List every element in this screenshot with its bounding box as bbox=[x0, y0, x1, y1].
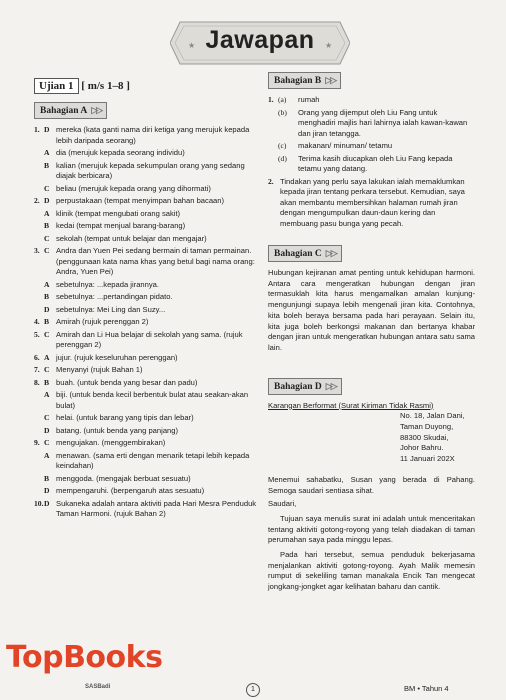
answer-item bbox=[34, 317, 259, 328]
letter-salutation: Saudari, bbox=[268, 499, 297, 509]
letter-date: 11 Januari 202X bbox=[400, 454, 455, 464]
answer-text: buah. (untuk benda yang besar dan padu) bbox=[56, 377, 198, 387]
question-number: 1. bbox=[34, 125, 40, 134]
answer-text: perpustakaan (tempat menyimpan bahan bacaan) bbox=[56, 196, 225, 205]
question-number: 7. bbox=[34, 365, 40, 374]
option-letter: D bbox=[44, 196, 50, 205]
ujian-heading bbox=[34, 78, 259, 94]
answer-item bbox=[34, 378, 259, 389]
option-letter: A bbox=[44, 279, 50, 289]
letter-opening: Menemui sahabatku, Susan yang berada di Pahang. Semoga saudari sentiasa sihat. bbox=[268, 474, 475, 495]
answer-text: biji. (untuk benda kecil berbentuk bulat atau seakan-akan bulat) bbox=[56, 390, 249, 410]
option-letter: B bbox=[44, 160, 50, 170]
option-letter: D bbox=[44, 425, 50, 435]
answer-item bbox=[34, 413, 259, 424]
answer-item bbox=[34, 234, 259, 245]
option-letter: B bbox=[44, 292, 50, 301]
answer-item bbox=[34, 451, 259, 472]
option-letter: D bbox=[44, 498, 50, 508]
answer-text: Menyanyi (rujuk Bahan 1) bbox=[56, 365, 143, 374]
answer-text: kedai (tempat menjual barang-barang) bbox=[56, 221, 186, 230]
answer-text: sebetulnya: ...kepada jirannya. bbox=[56, 279, 160, 289]
page-number: 1 bbox=[246, 683, 260, 697]
answer-item bbox=[268, 141, 475, 152]
section-a-label: Bahagian A ▷▷ bbox=[34, 102, 107, 119]
answer-text: Andra dan Yuen Pei sedang bermain di taman permainan. (penggunaan kata nama khas yang betul bagi nama orang: Andra, Yuen Pei) bbox=[56, 246, 255, 276]
option-letter: D bbox=[44, 304, 50, 314]
question-number: 8. bbox=[34, 377, 40, 387]
answer-item bbox=[34, 330, 259, 351]
answer-item bbox=[268, 177, 475, 230]
answer-item bbox=[34, 246, 259, 278]
answer-item bbox=[34, 280, 259, 291]
answer-item bbox=[34, 209, 259, 220]
answer-text: Tindakan yang perlu saya lakukan ialah memaklumkan kepada jiran tentang perkara tersebut. Kemudian, saya akan membantu membersihkan halaman rumah jiran dengan mengumpulkan daun-daun kering dan membuang pasu bunga yang pecah. bbox=[280, 176, 465, 228]
arrow-icon: ▷▷ bbox=[325, 75, 336, 85]
answer-text: mereka (kata ganti nama diri ketiga yang merujuk kepada lebih daripada seorang) bbox=[56, 125, 250, 145]
answer-text: Sukaneka adalah antara aktiviti pada Hari Mesra Penduduk Taman Harmoni. (rujuk Bahan 2) bbox=[56, 498, 257, 518]
answer-text: helai. (untuk barang yang tipis dan lebar) bbox=[56, 413, 194, 422]
sub-label: (a) bbox=[278, 95, 287, 104]
answer-text: klinik (tempat mengubati orang sakit) bbox=[56, 208, 181, 218]
answer-text: batang. (untuk benda yang panjang) bbox=[56, 425, 179, 435]
answer-item bbox=[34, 161, 259, 182]
letter-paragraph: Tujuan saya menulis surat ini adalah untuk menceritakan tentang aktiviti gotong-royong yang telah diadakan di taman perumahan saya pada minggu lepas. bbox=[268, 513, 475, 545]
sub-label: (d) bbox=[278, 153, 287, 163]
question-number: 4. bbox=[34, 317, 40, 326]
option-letter: A bbox=[44, 450, 50, 460]
option-letter: D bbox=[44, 486, 50, 495]
section-d-label: Bahagian D ▷▷ bbox=[268, 378, 342, 395]
answer-item bbox=[268, 108, 475, 140]
answer-text: kalian (merujuk kepada sekumpulan orang yang sedang diajak berbicara) bbox=[56, 160, 245, 180]
answer-item bbox=[268, 95, 475, 106]
option-letter: A bbox=[44, 352, 50, 362]
answer-item bbox=[34, 305, 259, 316]
right-column bbox=[268, 75, 475, 593]
question-number: 9. bbox=[34, 438, 40, 447]
question-number: 2. bbox=[268, 176, 274, 186]
option-letter: A bbox=[44, 208, 50, 218]
answer-text: menggoda. (mengajak berbuat sesuatu) bbox=[56, 473, 191, 483]
question-number: 3. bbox=[34, 246, 40, 255]
page-title: Jawapan bbox=[205, 26, 315, 54]
answer-text: rumah bbox=[298, 95, 320, 104]
answer-item bbox=[34, 184, 259, 195]
address-line: Johor Bahru. bbox=[400, 443, 444, 453]
ujian-label: Ujian 1 bbox=[34, 78, 79, 94]
publisher-mark: SASBadi bbox=[85, 684, 111, 690]
answer-text: jujur. (rujuk keseluruhan perenggan) bbox=[56, 352, 178, 362]
option-letter: A bbox=[44, 390, 50, 399]
address-line: No. 18, Jalan Dani, bbox=[400, 411, 465, 421]
answer-item bbox=[34, 221, 259, 232]
section-b-label: Bahagian B ▷▷ bbox=[268, 72, 341, 89]
answer-item bbox=[268, 154, 475, 175]
answer-item bbox=[34, 292, 259, 303]
answer-text: dia (merujuk kepada seorang individu) bbox=[56, 148, 185, 157]
address-line: Taman Duyong, bbox=[400, 422, 454, 432]
arrow-icon: ▷▷ bbox=[325, 380, 336, 391]
option-letter: C bbox=[44, 233, 50, 243]
answer-item bbox=[34, 426, 259, 437]
letter-paragraph: Pada hari tersebut, semua penduduk bekerjasama menjalankan aktiviti gotong-royong. Ayah Malik memesin rumput di sekeliling taman manakala Encik Tan mengecat jongkang-jongket agar kelihatan baharu dan cantik. bbox=[268, 550, 475, 592]
option-letter: C bbox=[44, 329, 50, 339]
footer-subject: BM • Tahun 4 bbox=[404, 684, 449, 693]
answer-item bbox=[34, 365, 259, 376]
option-letter: A bbox=[44, 148, 50, 157]
answer-item bbox=[34, 353, 259, 364]
option-letter: C bbox=[44, 365, 50, 374]
section-c-text: Hubungan kejiranan amat penting untuk kehidupan harmoni. Antara cara mengeratkan hubungan dengan jiran termasuklah kita harus mengamalkan amalan kunjung-mengunjungi supaya lebih mengenali jiran kita. Contohnya, kita boleh beraya bersama pada hari perayaan. Selain itu, kita juga boleh berkongsi makanan dan bertanya khabar dengan jiran untuk mengeratkan hubungan antara satu sama lain. bbox=[268, 268, 475, 352]
answer-text: menawan. (sama erti dengan menarik tetapi lebih kepada keindahan) bbox=[56, 450, 250, 470]
question-number: 5. bbox=[34, 329, 40, 339]
ujian-range: [ m/s 1–8 ] bbox=[81, 80, 130, 92]
question-number: 1. bbox=[268, 95, 274, 104]
section-d-heading: Karangan Berformat (Surat Kiriman Tidak Rasmi) bbox=[268, 400, 434, 410]
answer-text: beliau (merujuk kepada orang yang dihormati) bbox=[56, 183, 211, 193]
answer-text: makanan/ minuman/ tetamu bbox=[298, 141, 393, 150]
answer-item bbox=[34, 438, 259, 449]
answer-item bbox=[34, 196, 259, 207]
answer-text: Amirah dan Li Hua belajar di sekolah yang sama. (rujuk perenggan 2) bbox=[56, 329, 243, 349]
answer-text: Orang yang dijemput oleh Liu Fang untuk menghadiri majlis hari lahirnya ialah kawan-kawan dan jiran tetangga. bbox=[298, 107, 468, 138]
arrow-icon: ▷▷ bbox=[91, 105, 102, 115]
answer-text: mengujakan. (menggembirakan) bbox=[56, 438, 166, 447]
svg-text:★: ★ bbox=[325, 41, 333, 50]
section-c-label: Bahagian C ▷▷ bbox=[268, 245, 342, 262]
section-a-answers bbox=[34, 125, 259, 520]
option-letter: C bbox=[44, 413, 50, 422]
answer-text: sebetulnya: ...pertandingan pidato. bbox=[56, 292, 173, 301]
address-block bbox=[400, 411, 475, 465]
answer-item bbox=[34, 390, 259, 411]
svg-text:★: ★ bbox=[188, 41, 196, 50]
answer-text: Amirah (rujuk perenggan 2) bbox=[56, 317, 149, 326]
question-number: 10. bbox=[34, 498, 44, 508]
option-letter: B bbox=[44, 473, 50, 483]
answer-item bbox=[34, 474, 259, 485]
answer-item bbox=[34, 486, 259, 497]
answer-text: mempengaruhi. (berpengaruh atas sesuatu) bbox=[56, 486, 205, 495]
option-letter: D bbox=[44, 125, 50, 134]
header-banner bbox=[170, 18, 350, 68]
answer-item bbox=[34, 499, 259, 520]
sub-label: (c) bbox=[278, 141, 287, 150]
answer-item bbox=[34, 148, 259, 159]
answer-text: sebetulnya: Mei Ling dan Suzy... bbox=[56, 304, 166, 314]
option-letter: B bbox=[44, 377, 50, 387]
sub-label: (b) bbox=[278, 107, 287, 117]
arrow-icon: ▷▷ bbox=[325, 248, 336, 258]
option-letter: B bbox=[44, 317, 50, 326]
option-letter: C bbox=[44, 183, 50, 193]
option-letter: B bbox=[44, 221, 50, 230]
section-b-answers bbox=[268, 95, 475, 229]
address-line: 88300 Skudai, bbox=[400, 432, 449, 442]
option-letter: C bbox=[44, 438, 50, 447]
left-column bbox=[34, 78, 259, 522]
question-number: 6. bbox=[34, 352, 40, 362]
watermark-logo: TopBooks bbox=[6, 640, 163, 675]
answer-item bbox=[34, 125, 259, 146]
question-number: 2. bbox=[34, 196, 40, 205]
answer-text: sekolah (tempat untuk belajar dan mengajar) bbox=[56, 233, 207, 243]
answer-text: Terima kasih diucapkan oleh Liu Fang kepada tetamu yang datang. bbox=[298, 153, 453, 173]
option-letter: C bbox=[44, 246, 50, 255]
